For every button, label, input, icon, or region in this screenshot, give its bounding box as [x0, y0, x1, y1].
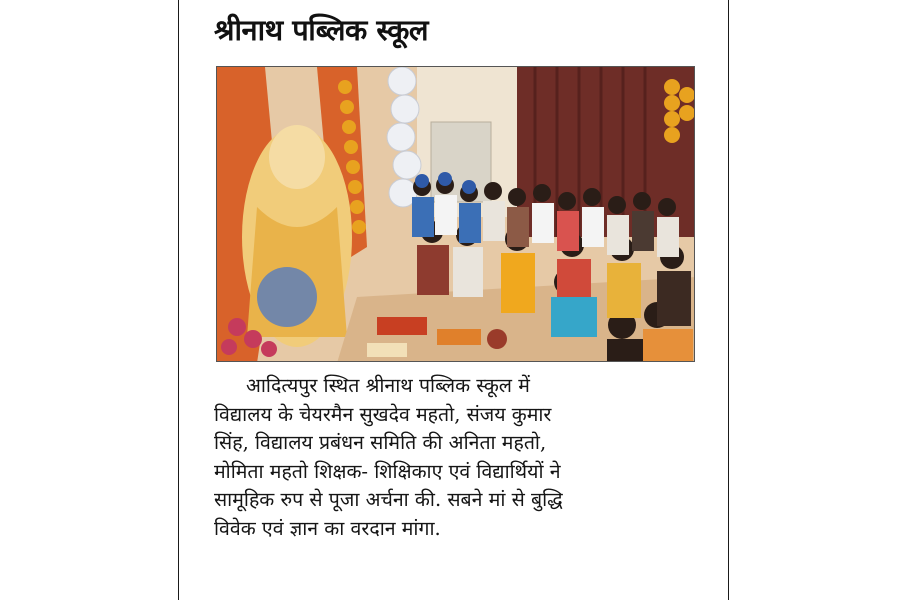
caption-line-6: विवेक एवं ज्ञान का वरदान मांगा. — [214, 516, 441, 540]
article-headline: श्रीनाथ पब्लिक स्कूल — [214, 13, 429, 47]
caption-line-3: सिंह, विद्यालय प्रबंधन समिति की अनिता महतो, — [214, 431, 547, 455]
puja-scene-illustration — [217, 67, 695, 362]
caption-line-4: मोमिता महतो शिक्षक- शिक्षिकाए एवं विद्यार्थियों ने — [214, 459, 561, 483]
article-photo — [216, 66, 695, 362]
caption-line-2: विद्यालय के चेयरमैन सुखदेव महतो, संजय कुमार — [214, 402, 552, 426]
column-rule-right — [728, 0, 729, 600]
caption-line-5: सामूहिक रुप से पूजा अर्चना की. सबने मां से बुद्धि — [214, 488, 563, 512]
column-rule-left — [178, 0, 179, 600]
photo-caption — [214, 372, 696, 544]
caption-line-1: आदित्यपुर स्थित श्रीनाथ पब्लिक स्कूल में — [246, 374, 530, 397]
